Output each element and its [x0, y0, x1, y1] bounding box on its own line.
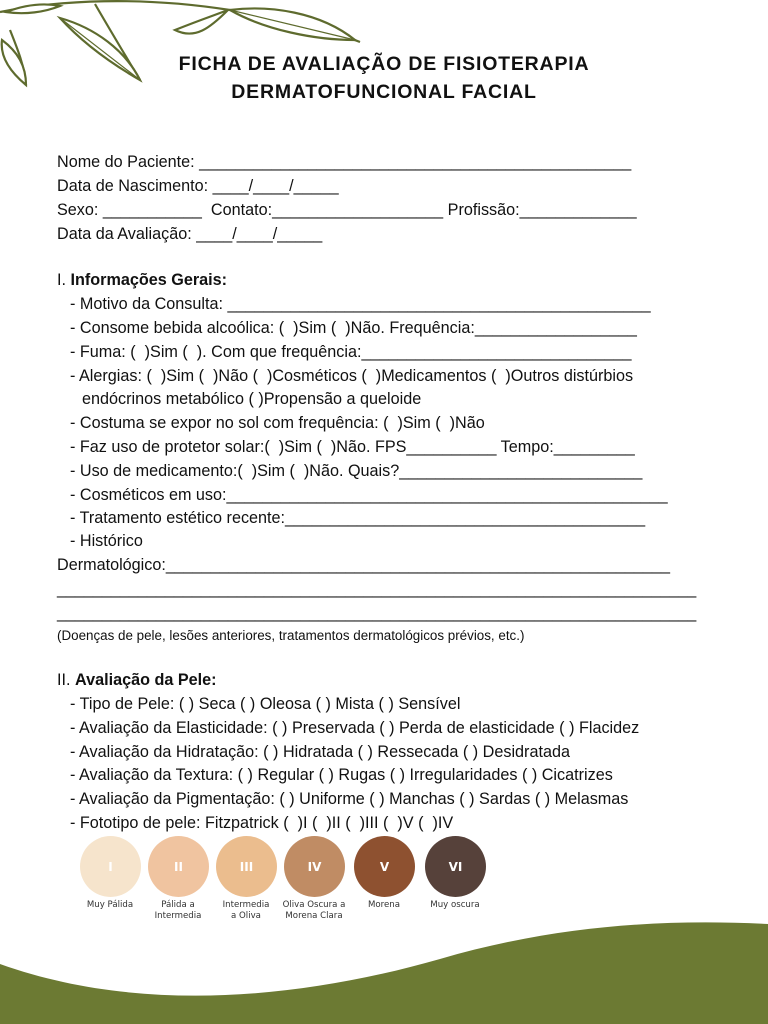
fitzpatrick-swatch-1: I: [80, 836, 141, 897]
aesthetic-treatment-field[interactable]: - Tratamento estético recente:________________________________________: [70, 509, 646, 527]
fitzpatrick-swatch-4: IV: [284, 836, 345, 897]
history-label: - Histórico: [70, 532, 143, 550]
fitzpatrick-caption-5: Morena: [367, 900, 401, 910]
elasticity-field[interactable]: - Avaliação da Elasticidade: ( ) Preservada ( ) Perda de elasticidade ( ) Flacidez: [70, 719, 640, 737]
phototype-field[interactable]: - Fototipo de pele: Fitzpatrick ( )I ( )II ( )III ( )V ( )IV: [70, 814, 454, 832]
fitzpatrick-caption-1: Muy Pálida: [86, 900, 134, 910]
pigmentation-field[interactable]: - Avaliação da Pigmentação: ( ) Uniforme ( ) Manchas ( ) Sardas ( ) Melasmas: [70, 790, 629, 808]
fitzpatrick-caption-3: Intermedia a Oliva: [222, 900, 270, 921]
fitzpatrick-swatch-5: V: [354, 836, 415, 897]
section-1-heading: I. Informações Gerais:: [57, 271, 228, 289]
form-title-line-1: FICHA DE AVALIAÇÃO DE FISIOTERAPIA: [178, 53, 590, 75]
dermatological-history-field[interactable]: Dermatológico:________________________________________________________: [57, 556, 671, 574]
dermatological-note: (Doenças de pele, lesões anteriores, tratamentos dermatológicos prévios, etc.): [57, 628, 525, 643]
consult-reason-field[interactable]: - Motivo da Consulta: _______________________________________________: [70, 295, 651, 313]
fitzpatrick-swatch-2: II: [148, 836, 209, 897]
form-title-line-2: DERMATOFUNCIONAL FACIAL: [231, 81, 537, 103]
sunscreen-field[interactable]: - Faz uso de protetor solar:( )Sim ( )Não. FPS__________ Tempo:_________: [70, 438, 635, 456]
hydration-field[interactable]: - Avaliação da Hidratação: ( ) Hidratada ( ) Ressecada ( ) Desidratada: [70, 743, 570, 761]
alcohol-field[interactable]: - Consome bebida alcoólica: ( )Sim ( )Não. Frequência:__________________: [70, 319, 637, 337]
dermatological-blank-line-2[interactable]: _______________________________________________________________________: [57, 604, 697, 622]
birth-date-field[interactable]: Data de Nascimento: ____/____/_____: [57, 177, 339, 195]
texture-field[interactable]: - Avaliação da Textura: ( ) Regular ( ) Rugas ( ) Irregularidades ( ) Cicatrizes: [70, 766, 613, 784]
medication-field[interactable]: - Uso de medicamento:( )Sim ( )Não. Quais?___________________________: [70, 462, 643, 480]
fitzpatrick-caption-4: Oliva Oscura a Morena Clara: [282, 900, 346, 921]
cosmetics-field[interactable]: - Cosméticos em uso:_________________________________________________: [70, 486, 668, 504]
evaluation-date-field[interactable]: Data da Avaliação: ____/____/_____: [57, 225, 323, 243]
allergies-field[interactable]: - Alergias: ( )Sim ( )Não ( )Cosméticos ( )Medicamentos ( )Outros distúrbios: [70, 367, 634, 385]
sex-contact-profession-field[interactable]: Sexo: ___________ Contato:___________________ Profissão:_____________: [57, 201, 637, 219]
sun-exposure-field[interactable]: - Costuma se expor no sol com frequência: ( )Sim ( )Não: [70, 414, 485, 432]
fitzpatrick-caption-2: Pálida a Intermedia: [154, 900, 202, 921]
skin-type-field[interactable]: - Tipo de Pele: ( ) Seca ( ) Oleosa ( ) Mista ( ) Sensível: [70, 695, 461, 713]
wave-footer-decoration: [0, 904, 768, 1024]
section-2-heading: II. Avaliação da Pele:: [57, 671, 217, 689]
fitzpatrick-swatch-3: III: [216, 836, 277, 897]
allergies-field-continued[interactable]: endócrinos metabólico ( )Propensão a queloide: [82, 390, 422, 408]
smoking-field[interactable]: - Fuma: ( )Sim ( ). Com que frequência:______________________________: [70, 343, 632, 361]
fitzpatrick-swatch-6: VI: [425, 836, 486, 897]
patient-name-field[interactable]: Nome do Paciente: ________________________________________________: [57, 153, 632, 171]
dermatological-blank-line-1[interactable]: _______________________________________________________________________: [57, 580, 697, 598]
fitzpatrick-caption-6: Muy oscura: [430, 900, 480, 910]
